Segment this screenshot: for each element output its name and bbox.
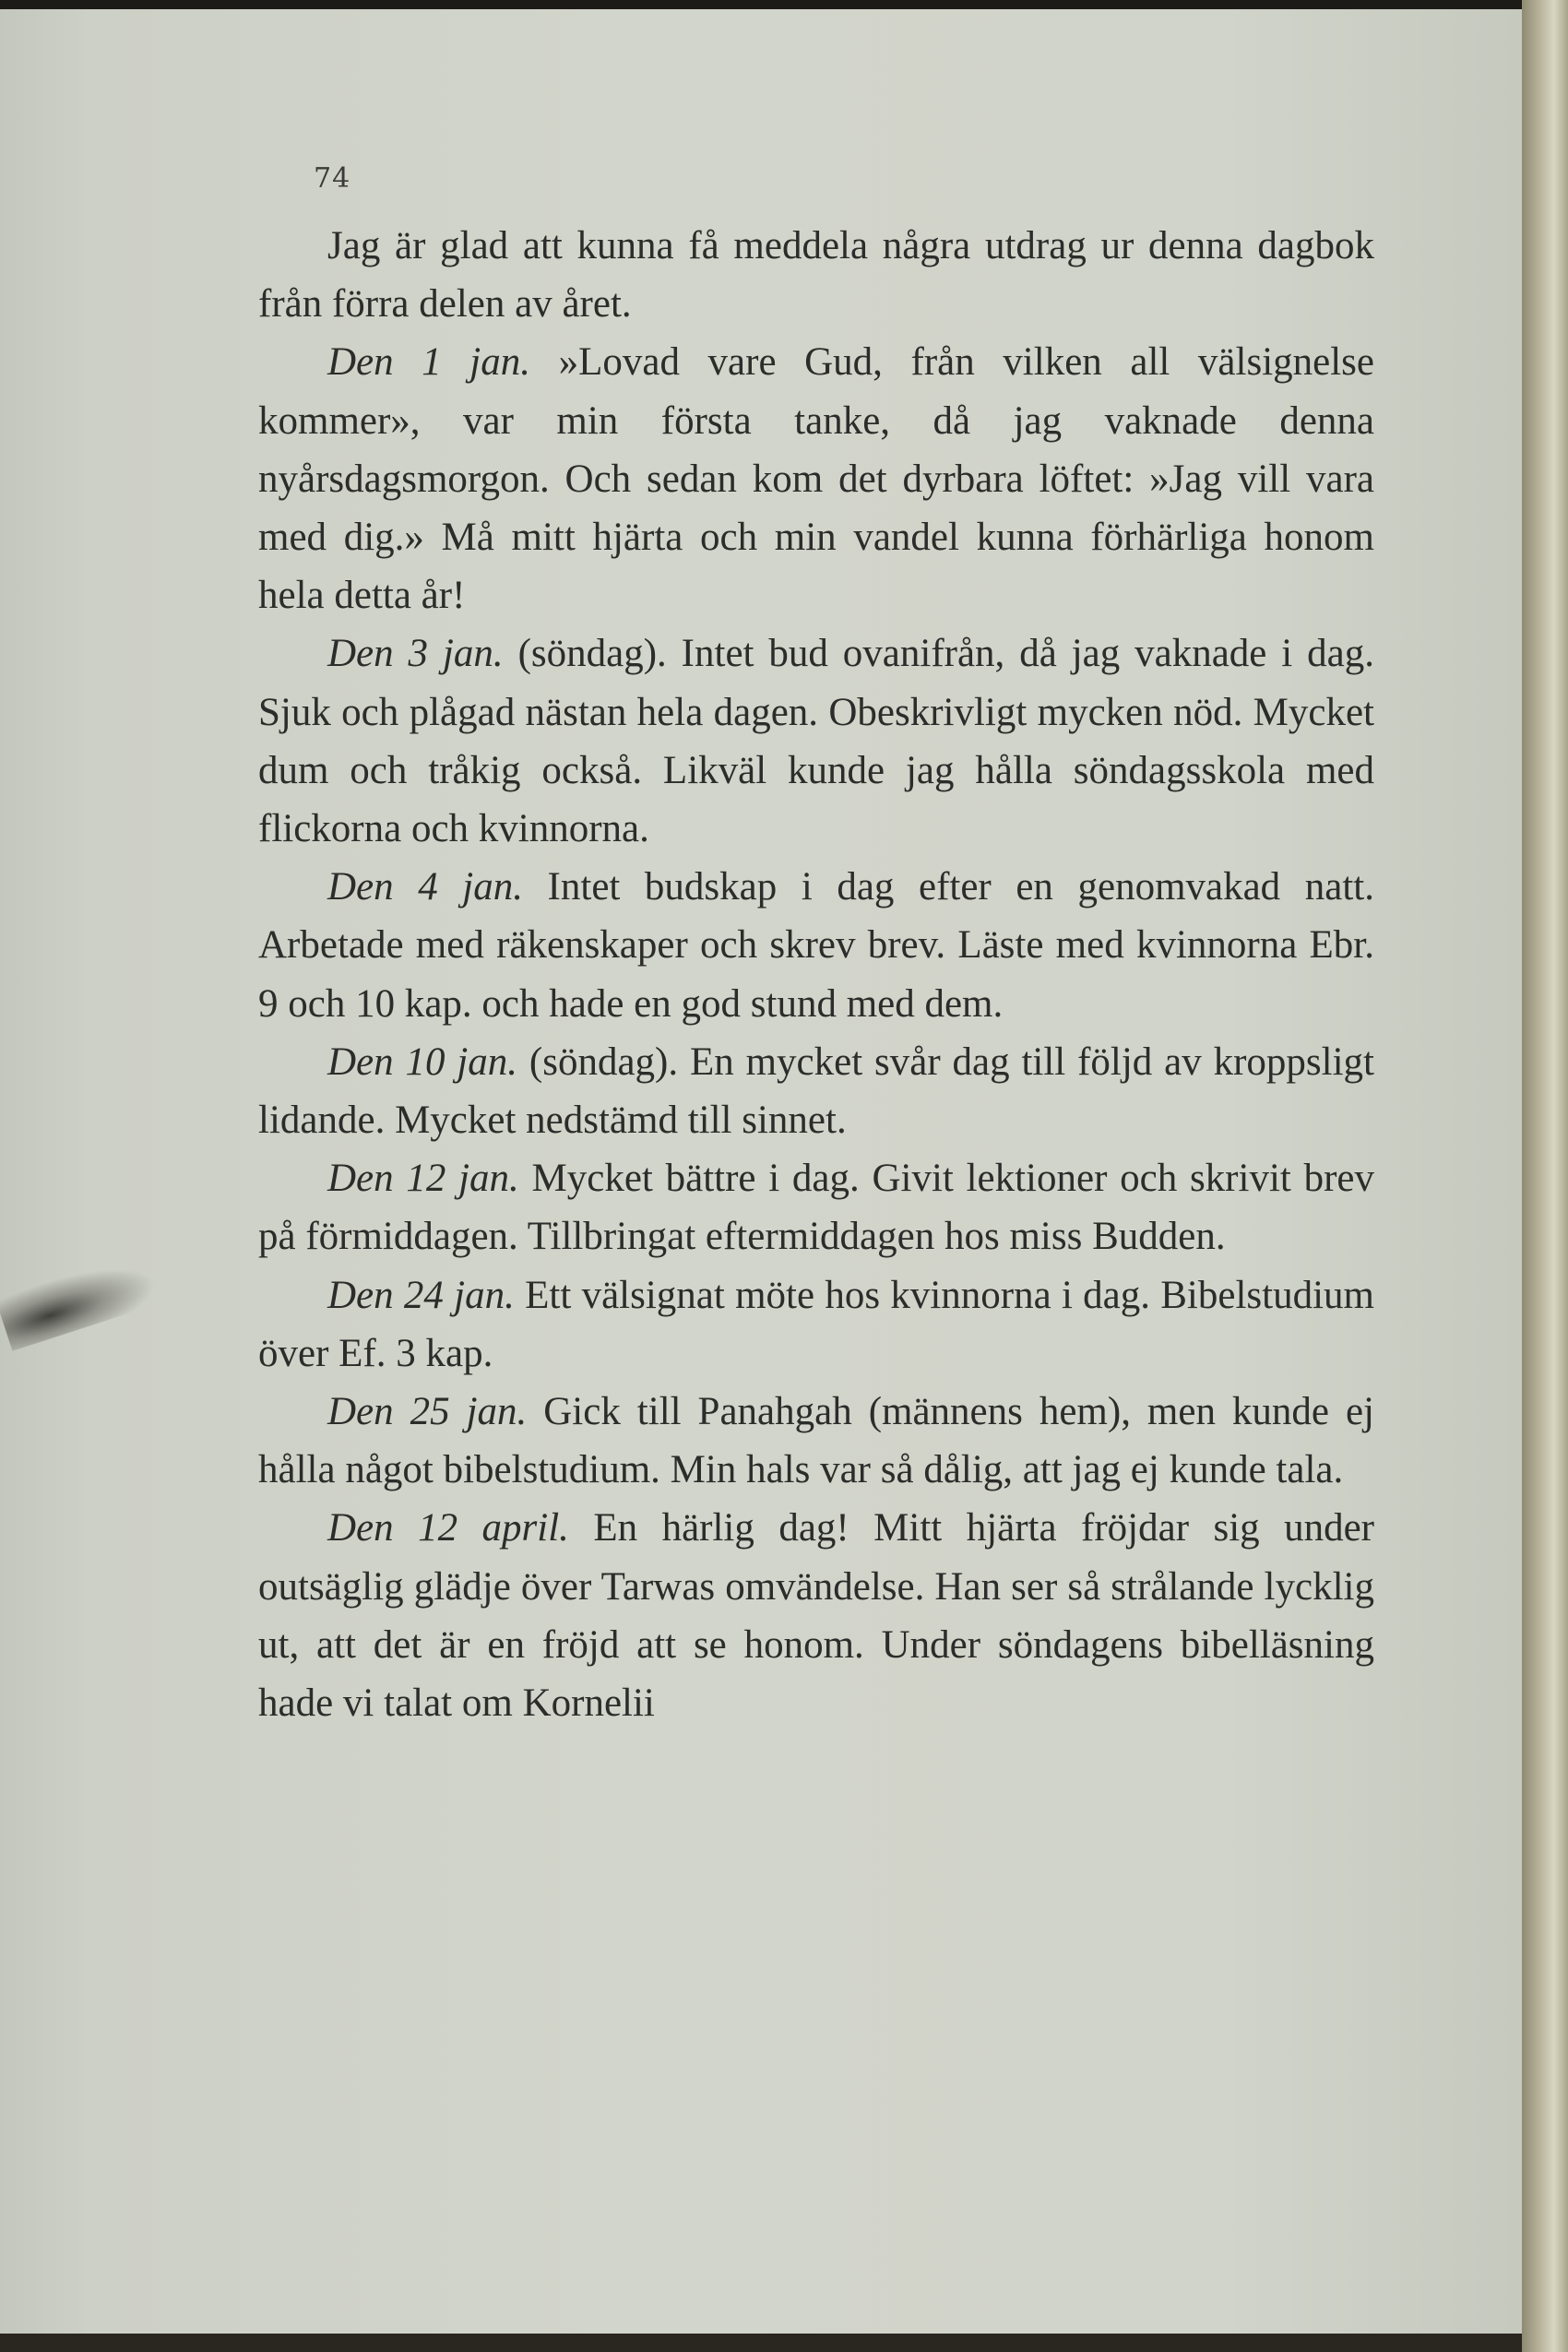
entry-text: »Lovad vare Gud, från vilken all välsignelse kommer», var min första tanke, då jag vaknade denna nyårsdagsmorgon. Och sedan kom det dyrbara löftet: »Jag vill vara med dig.» Må mitt hjärta och min vandel kunna förhärliga honom hela detta år! [258, 340, 1374, 618]
scan-top-border [0, 0, 1568, 9]
diary-entry [258, 1499, 1374, 1732]
entry-date: Den 12 jan. [327, 1157, 519, 1201]
entry-text: En härlig dag! Mitt hjärta fröjdar sig under outsäglig glädje över Tarwas omvändelse. Han ser så strålande lycklig ut, att det är en fröjd att se honom. Under söndagens bibelläsning hade vi talat om Kornelii [258, 1506, 1374, 1726]
page-number: 74 [314, 162, 351, 195]
entry-date: Den 10 jan. [327, 1039, 518, 1084]
entry-text: Gick till Panahgah (männens hem), men kunde ej hålla något bibelstudium. Min hals var så dålig, att jag ej kunde tala. [258, 1390, 1374, 1492]
diary-entry [258, 1149, 1374, 1265]
page-body [258, 217, 1374, 1732]
entry-text: Ett välsignat möte hos kvinnorna i dag. Bibelstudium över Ef. 3 kap. [258, 1273, 1374, 1375]
entry-date: Den 4 jan. [327, 865, 523, 909]
diary-entry [258, 624, 1374, 858]
entry-date: Den 25 jan. [327, 1390, 528, 1434]
diary-entry [258, 1383, 1374, 1499]
intro-paragraph [258, 217, 1374, 333]
book-page [0, 9, 1522, 2334]
entry-date: Den 12 april. [327, 1506, 569, 1550]
entry-text: Mycket bättre i dag. Givit lektioner och skrivit brev på förmiddagen. Tillbringat eftermiddagen hos miss Budden. [258, 1157, 1374, 1259]
diary-entry [258, 858, 1374, 1033]
diary-entry [258, 333, 1374, 624]
paragraph-text: Jag är glad att kunna få meddela några utdrag ur denna dagbok från förra delen av året. [258, 224, 1374, 327]
entry-text: (söndag). Intet bud ovanifrån, då jag vaknade i dag. Sjuk och plågad nästan hela dagen. Obeskrivligt mycken nöd. Mycket dum och tråkig också. Likväl kunde jag hålla söndagsskola med flickorna och kvinnorna. [258, 632, 1374, 851]
diary-entry [258, 1266, 1374, 1383]
scan-smudge [0, 1250, 161, 1351]
entry-date: Den 1 jan. [327, 340, 531, 385]
entry-date: Den 24 jan. [327, 1273, 515, 1317]
diary-entry [258, 1033, 1374, 1149]
entry-text: (söndag). En mycket svår dag till följd av kroppsligt lidande. Mycket nedstämd till sinnet. [258, 1039, 1374, 1143]
entry-text: Intet budskap i dag efter en genomvakad natt. Arbetade med räkenskaper och skrev brev. Läste med kvinnorna Ebr. 9 och 10 kap. och hade en god stund med dem. [258, 865, 1374, 1026]
book-page-edge [1522, 0, 1568, 2352]
entry-date: Den 3 jan. [327, 632, 504, 676]
